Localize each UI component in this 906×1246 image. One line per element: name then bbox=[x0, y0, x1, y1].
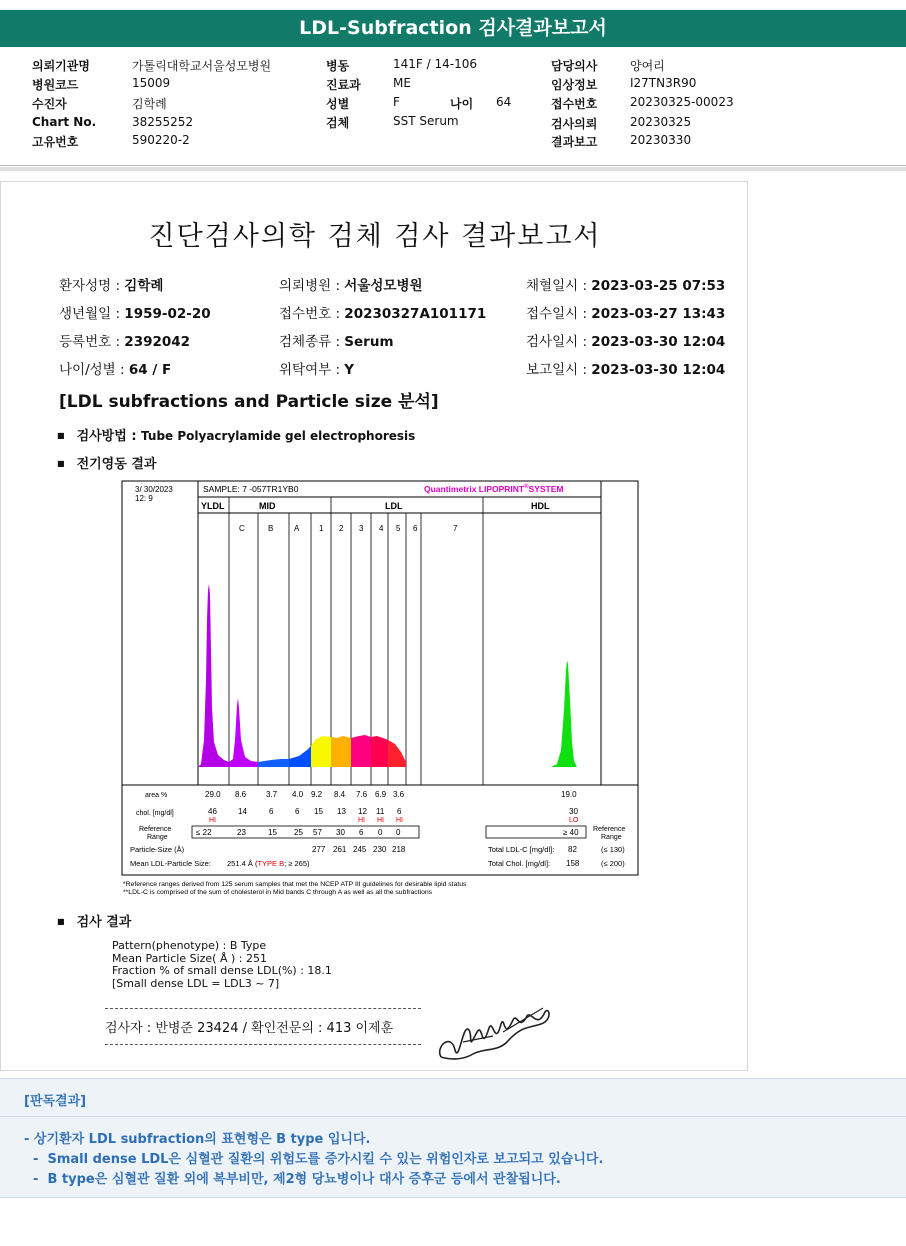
ref-value: 15 bbox=[268, 828, 277, 837]
chol-value: 13 bbox=[337, 807, 346, 816]
band-label: B bbox=[268, 524, 274, 533]
field-label: 위탁여부 : bbox=[279, 362, 345, 378]
ref-value: 6 bbox=[359, 828, 364, 837]
particle-label: Particle-Size (Å) bbox=[130, 845, 185, 854]
group-vldl: YLDL bbox=[201, 501, 225, 511]
header-label: 결과보고 bbox=[551, 135, 598, 149]
mean-ldl-label: Mean LDL-Particle Size: bbox=[130, 859, 211, 868]
report-title-bar bbox=[0, 10, 906, 47]
chol-value: 6 bbox=[269, 807, 274, 816]
area-value: 3.6 bbox=[393, 790, 405, 799]
result-line: Mean Particle Size( Å ) : 251 bbox=[112, 951, 267, 965]
peak-ldl-4 bbox=[371, 736, 388, 767]
band-label: 5 bbox=[396, 524, 401, 533]
band-label: 1 bbox=[319, 524, 324, 533]
field-value: 2023-03-27 13:43 bbox=[591, 306, 726, 322]
flag-hi: HI bbox=[358, 817, 365, 824]
mean-ldl-value: 251.4 Å (TYPE B; ≥ 265) bbox=[227, 859, 310, 868]
header-label: 성별 bbox=[326, 97, 350, 111]
electro-bullet bbox=[57, 453, 156, 472]
electro-label: 전기영동 결과 bbox=[76, 457, 157, 472]
result-label: 검사 결과 bbox=[76, 915, 132, 930]
header-value: F bbox=[393, 95, 400, 109]
band-label: 2 bbox=[339, 524, 344, 533]
report-title: LDL-Subfraction 검사결과보고서 bbox=[299, 17, 607, 39]
chart-date: 3/ 30/2023 bbox=[135, 485, 173, 494]
header-label: 고유번호 bbox=[32, 135, 79, 149]
particle-value: 245 bbox=[353, 845, 367, 854]
chol-value: 46 bbox=[208, 807, 217, 816]
field-label: 채혈일시 : bbox=[526, 278, 592, 294]
chol-value: 6 bbox=[295, 807, 300, 816]
header-value: 가톨릭대학교서울성모병원 bbox=[132, 59, 272, 73]
ref-value: ≤ 22 bbox=[196, 828, 212, 837]
field-label: 검사일시 : bbox=[526, 334, 592, 350]
chart-time: 12: 9 bbox=[135, 494, 153, 503]
field-outsourced bbox=[279, 358, 354, 378]
field-value: 2023-03-30 12:04 bbox=[591, 362, 726, 378]
particle-value: 218 bbox=[392, 845, 406, 854]
header-label: 수진자 bbox=[32, 97, 67, 111]
header-value: 양여리 bbox=[630, 59, 665, 73]
ref-value: 0 bbox=[396, 828, 401, 837]
method-label: 검사방법 : bbox=[76, 429, 142, 444]
ref-value-hdl: ≥ 40 bbox=[563, 828, 579, 837]
field-test-time bbox=[526, 330, 725, 350]
header-label: 병원코드 bbox=[32, 78, 79, 92]
field-label: 보고일시 : bbox=[526, 362, 592, 378]
ref-label-right: Range bbox=[601, 834, 622, 841]
band-label: 6 bbox=[413, 524, 418, 533]
result-text bbox=[112, 940, 332, 990]
area-value: 7.6 bbox=[356, 790, 368, 799]
area-value: 6.9 bbox=[375, 790, 387, 799]
area-value: 8.4 bbox=[334, 790, 346, 799]
total-chol-value: 158 bbox=[566, 859, 580, 868]
chol-value: 12 bbox=[358, 807, 367, 816]
chol-value: 6 bbox=[397, 807, 402, 816]
header-value: 38255252 bbox=[132, 115, 194, 129]
interpretation-title: [판독결과] bbox=[24, 1094, 87, 1109]
header-value: 141F / 14-106 bbox=[393, 57, 477, 71]
field-value: 2023-03-25 07:53 bbox=[591, 278, 726, 294]
field-reg-no bbox=[59, 330, 190, 350]
header-label: 의뢰기관명 bbox=[32, 59, 90, 73]
field-value: 서울성모병원 bbox=[344, 278, 423, 294]
particle-value: 261 bbox=[333, 845, 347, 854]
signature-line: 검사자 : 반병준 23424 / 확인전문의 : 413 이제훈 bbox=[105, 1008, 421, 1045]
particle-value: 230 bbox=[373, 845, 387, 854]
field-accession bbox=[279, 302, 486, 322]
total-ldl-label: Total LDL-C [mg/dl]: bbox=[488, 845, 555, 854]
band-label: 4 bbox=[379, 524, 384, 533]
ref-label-right: Reference bbox=[593, 826, 626, 833]
header-value: 20230325 bbox=[630, 115, 692, 129]
field-value: 64 / F bbox=[128, 362, 172, 378]
field-label: 환자성명 : bbox=[59, 278, 125, 294]
area-value: 9.2 bbox=[311, 790, 323, 799]
field-label: 접수번호 : bbox=[279, 306, 345, 322]
interpretation-line: - Small dense LDL은 심혈관 질환의 위험도를 증가시킬 수 있는 위험인자로 보고되고 있습니다. bbox=[24, 1152, 604, 1167]
ref-value: 25 bbox=[294, 828, 303, 837]
group-mid: MID bbox=[259, 501, 276, 511]
field-birth bbox=[59, 302, 211, 322]
group-hdl: HDL bbox=[531, 501, 550, 511]
field-label: 나이/성별 : bbox=[59, 362, 129, 378]
area-value: 8.6 bbox=[235, 790, 247, 799]
particle-value: 277 bbox=[312, 845, 326, 854]
header-value: 김학례 bbox=[132, 97, 167, 111]
header-value: I27TN3R90 bbox=[630, 76, 697, 90]
ref-label: Range bbox=[147, 834, 168, 841]
mean-ref: ; ≥ 265) bbox=[284, 859, 310, 868]
header-value: SST Serum bbox=[393, 114, 459, 128]
header-value: 590220-2 bbox=[132, 133, 190, 147]
header-label: 검체 bbox=[326, 116, 350, 130]
header-value: 20230325-00023 bbox=[630, 95, 734, 109]
result-line: Fraction % of small dense LDL(%) : 18.1 bbox=[112, 964, 332, 977]
brand-suffix: SYSTEM bbox=[528, 484, 564, 494]
header-label: 진료과 bbox=[326, 78, 361, 92]
field-age-sex bbox=[59, 358, 171, 378]
band-label: 7 bbox=[453, 524, 458, 533]
field-label: 의뢰병원 : bbox=[279, 278, 345, 294]
header-label: 담당의사 bbox=[551, 59, 598, 73]
header-label: 접수번호 bbox=[551, 97, 598, 111]
age-value: 64 bbox=[496, 95, 512, 109]
chol-value: 14 bbox=[238, 807, 247, 816]
area-label: area % bbox=[145, 792, 168, 799]
chart-sample: SAMPLE: 7 -057TR1YB0 bbox=[203, 484, 299, 494]
method-value: Tube Polyacrylamide gel electrophoresis bbox=[141, 429, 416, 443]
result-line: Pattern(phenotype) : B Type bbox=[112, 939, 267, 952]
field-label: 검체종류 : bbox=[279, 334, 345, 350]
field-specimen bbox=[279, 330, 394, 350]
age-label: 나이 bbox=[450, 97, 474, 111]
field-value: Y bbox=[344, 362, 355, 378]
field-value: 2392042 bbox=[124, 334, 191, 350]
chol-value-hdl: 30 bbox=[569, 807, 578, 816]
footnote: *Reference ranges derived from 125 serum samples that met the NCEP ATP III guidelines for desirable lipid status bbox=[123, 881, 467, 888]
ref-value: 0 bbox=[378, 828, 383, 837]
total-ldl-value: 82 bbox=[568, 845, 577, 854]
electrophoresis-chart bbox=[121, 480, 641, 900]
brand-name: Quantimetrix LIPOPRINT bbox=[424, 484, 525, 494]
ref-label: Reference bbox=[139, 826, 172, 833]
area-value: 4.0 bbox=[292, 790, 304, 799]
header-value: ME bbox=[393, 76, 411, 90]
field-received-time bbox=[526, 302, 725, 322]
band-label: A bbox=[294, 524, 300, 533]
panel-title: 진단검사의학 검체 검사 결과보고서 bbox=[148, 221, 602, 252]
divider bbox=[0, 167, 906, 171]
section-title: [LDL subfractions and Particle size 분석] bbox=[59, 392, 439, 412]
field-value: 2023-03-30 12:04 bbox=[591, 334, 726, 350]
signature-image bbox=[433, 1002, 561, 1072]
ref-value: 57 bbox=[313, 828, 322, 837]
header-label: 병동 bbox=[326, 59, 350, 73]
area-value: 3.7 bbox=[266, 790, 278, 799]
divider bbox=[0, 1116, 906, 1117]
area-value-hdl: 19.0 bbox=[561, 790, 577, 799]
patient-header bbox=[0, 52, 906, 166]
chol-label: chol. [mg/dl] bbox=[136, 810, 174, 817]
field-value: 김학례 bbox=[124, 278, 164, 294]
total-ldl-ref: (≤ 130) bbox=[601, 845, 625, 854]
method-bullet bbox=[57, 425, 415, 444]
chart-brand bbox=[424, 483, 564, 494]
header-label: Chart No. bbox=[32, 115, 97, 129]
interpretation-box bbox=[0, 1078, 906, 1198]
band-label: 3 bbox=[359, 524, 364, 533]
band-label: C bbox=[239, 524, 245, 533]
brand-registered: ® bbox=[524, 484, 529, 490]
field-value: 1959-02-20 bbox=[124, 306, 211, 322]
header-label: 임상정보 bbox=[551, 78, 598, 92]
chol-value: 11 bbox=[376, 807, 385, 816]
peak-ldl-3 bbox=[351, 735, 371, 767]
total-chol-label: Total Chol. [mg/dl]: bbox=[488, 859, 551, 868]
footnote: **LDL-C is comprised of the sum of cholesterol in Mid bands C through A as well as all the subfractions bbox=[123, 889, 433, 896]
field-draw-time bbox=[526, 274, 725, 294]
report-panel bbox=[0, 181, 748, 1071]
interpretation-line: - 상기환자 LDL subfraction의 표현형은 B type 입니다. bbox=[24, 1132, 371, 1147]
result-line: [Small dense LDL = LDL3 ~ 7] bbox=[112, 976, 280, 990]
header-value: 15009 bbox=[132, 76, 171, 90]
interpretation-line: - B type은 심혈관 질환 외에 복부비만, 제2형 당뇨병이나 대사 증후군 등에서 관찰됩니다. bbox=[24, 1172, 561, 1187]
flag-hi: HI bbox=[396, 817, 403, 824]
total-chol-ref: (≤ 200) bbox=[601, 859, 625, 868]
header-value: 20230330 bbox=[630, 133, 692, 147]
field-label: 생년월일 : bbox=[59, 306, 125, 322]
field-value: Serum bbox=[344, 334, 394, 350]
flag-lo: LO bbox=[569, 817, 579, 824]
mean-type: TYPE B bbox=[257, 859, 285, 868]
field-patient-name bbox=[59, 274, 163, 294]
chol-value: 15 bbox=[314, 807, 323, 816]
peak-ldl-2 bbox=[331, 736, 351, 767]
result-bullet bbox=[57, 911, 131, 930]
area-value: 29.0 bbox=[205, 790, 221, 799]
ref-value: 23 bbox=[237, 828, 246, 837]
mean-value: 251.4 Å bbox=[227, 859, 253, 868]
flag-hi: HI bbox=[377, 817, 384, 824]
header-label: 검사의뢰 bbox=[551, 117, 598, 131]
field-label: 접수일시 : bbox=[526, 306, 592, 322]
field-label: 등록번호 : bbox=[59, 334, 125, 350]
field-value: 20230327A101171 bbox=[344, 306, 487, 322]
field-report-time bbox=[526, 358, 725, 378]
ref-value: 30 bbox=[336, 828, 345, 837]
field-hospital bbox=[279, 274, 423, 294]
group-ldl: LDL bbox=[385, 501, 403, 511]
flag-hi: HI bbox=[209, 817, 216, 824]
